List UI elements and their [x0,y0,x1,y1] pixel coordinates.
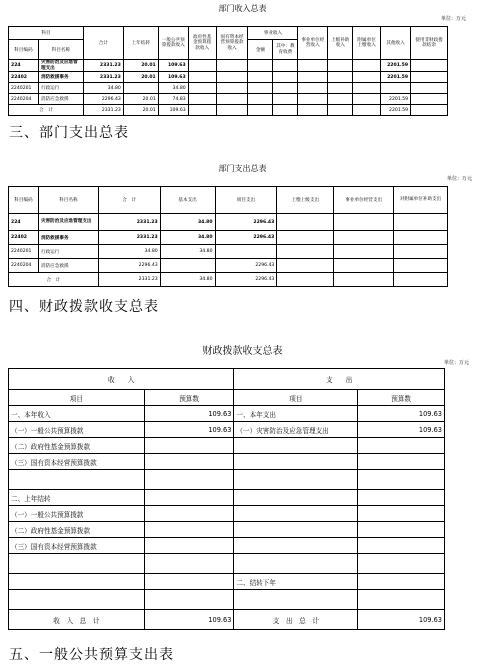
row-total: 2331.23 [98,214,160,231]
table-row [9,406,445,422]
header-subject-code: 科目编码 [9,187,39,214]
income-value [144,522,234,538]
sum-other-income: 2201.59 [381,105,411,116]
income-total-label: 收 入 总 计 [9,610,145,630]
table-row [9,554,445,574]
income-item [9,574,145,590]
table-row [9,214,448,231]
income-item [9,554,145,574]
expense-value [358,490,445,506]
fiscal-table-unit: 单位：万元 [444,360,470,366]
department-income-table [8,26,448,116]
row-code: 22402 [9,231,39,245]
expense-total-label: 支 出 总 计 [234,610,358,630]
table-row [9,590,445,610]
income-value [144,538,234,554]
row-name: 行政运行 [38,245,98,259]
row-name: 行政运行 [38,83,83,94]
row-name: 灾害防治及应急管理支出 [38,60,83,72]
row-total: 2331.23 [98,231,160,245]
row-carryover: 20.01 [123,94,158,105]
income-value [144,506,234,522]
row-other-income: 2201.59 [381,60,411,72]
expense-value [358,470,445,490]
income-item [9,590,145,610]
row-code: 224 [9,214,39,231]
row-basic: 34.80 [160,231,215,245]
header-state-capital: 国有资本经营预算拨款收入 [216,27,248,60]
header-affiliated-income: 附属单位上缴收入 [353,27,381,60]
row-basic: 34.80 [160,245,215,259]
income-value [144,490,234,506]
expense-item [234,506,358,522]
row-project [215,245,277,259]
expense-value: 109.63 [358,406,445,422]
row-total: 2296.43 [98,259,160,273]
header-total: 合计 [83,27,123,60]
income-item: 二、上年结转 [9,490,145,506]
sum-row [9,610,445,630]
table-row [9,454,445,470]
sum-label: 合 计 [9,105,84,116]
table-row [9,438,445,454]
row-name: 灾害防治及应急管理支出 [38,214,98,231]
header-business-expense: 事业单位经营支出 [334,187,394,214]
income-table-title: 部门收入总表 [218,4,267,13]
row-total: 34.80 [83,83,123,94]
table-row [9,490,445,506]
section-heading-4: 四、财政拨款收支总表 [9,299,159,315]
income-value [144,554,234,574]
row-general-budget: 74.83 [158,94,188,105]
section-heading-5: 五、一般公共预算支出表 [9,647,174,663]
expense-value [358,554,445,574]
row-carryover: 20.01 [123,72,158,83]
expense-item [234,490,358,506]
expense-item [234,454,358,470]
expense-value [358,506,445,522]
income-item: （一）一般公共预算拨款 [9,506,145,522]
row-project: 2296.43 [215,231,277,245]
header-expense: 支 出 [234,369,445,390]
row-total: 2331.23 [83,60,123,72]
sum-total: 2331.23 [98,273,160,287]
header-subject: 科目 [9,27,84,40]
income-value [144,438,234,454]
header-affiliated-subsidy: 对附属单位补助支出 [394,187,448,214]
income-item: 一、本年收入 [9,406,145,422]
row-carryover: 20.01 [123,60,158,72]
expense-item: 一、本年支出 [234,406,358,422]
header-total: 合 计 [98,187,160,214]
table-row [9,506,445,522]
row-code: 2240201 [9,245,39,259]
fiscal-table-title: 财政拨款收支总表 [202,346,283,357]
expense-item [234,554,358,574]
header-income: 收 入 [9,369,234,390]
income-value: 109.63 [144,406,234,422]
income-item: （二）政府性基金预算拨款 [9,522,145,538]
row-total: 34.80 [98,245,160,259]
row-code: 224 [9,60,39,72]
expense-item [234,538,358,554]
expense-table-title: 部门支出总表 [218,164,267,173]
row-basic: 34.80 [160,214,215,231]
table-row [9,60,448,72]
expense-item: 二、结转下年 [234,574,358,590]
row-other-income [381,83,411,94]
row-code: 2240204 [9,94,39,105]
expense-value [358,522,445,538]
header-upper-payment: 上缴上级支出 [277,187,334,214]
row-general-budget: 109.63 [158,72,188,83]
income-value [144,470,234,490]
row-other-income: 2201.59 [381,72,411,83]
expense-item [234,438,358,454]
header-expense-item: 项目 [234,390,358,406]
table-row [9,245,448,259]
sum-general-budget: 109.63 [158,105,188,116]
header-income-budget: 预算数 [144,390,234,406]
income-item: （一）一般公共预算拨款 [9,422,145,438]
expense-value: 109.63 [358,422,445,438]
header-institution-amount: 金额 [248,40,273,60]
table-row [9,72,448,83]
header-education-fee: 其中：教育收费 [273,40,298,60]
row-total: 2296.43 [83,94,123,105]
header-upper-subsidy: 上级补助收入 [328,27,353,60]
sum-basic: 34.80 [160,273,215,287]
row-code: 22402 [9,72,39,83]
expense-item: （一）灾害防治及应急管理支出 [234,422,358,438]
expense-table-unit: 单位：万元 [447,176,473,182]
income-value [144,574,234,590]
header-non-fiscal-balance: 使用非财政拨款结余 [411,27,448,60]
row-name: 消防救援事务 [38,231,98,245]
expense-value [358,438,445,454]
row-total: 2331.23 [83,72,123,83]
row-name: 消防应急救援 [38,94,83,105]
income-item: （三）国有资本经营预算拨款 [9,454,145,470]
income-total-value: 109.63 [144,610,234,630]
header-business-income: 事业单位经营收入 [298,27,328,60]
income-table-unit: 单位：万元 [441,16,467,22]
row-general-budget: 34.80 [158,83,188,94]
table-row [9,259,448,273]
row-project: 2296.43 [215,214,277,231]
row-carryover [123,83,158,94]
header-gov-fund: 政府性基金预算拨款收入 [188,27,216,60]
expense-value [358,538,445,554]
expense-item [234,590,358,610]
income-item: （三）国有资本经营预算拨款 [9,538,145,554]
department-expense-table [8,186,448,287]
header-general-budget: 一般公共预算拨款收入 [158,27,188,60]
row-basic [160,259,215,273]
income-value: 109.63 [144,422,234,438]
row-code: 2240201 [9,83,39,94]
table-row [9,83,448,94]
table-row [9,422,445,438]
expense-value [358,590,445,610]
expense-value [358,454,445,470]
expense-item [234,522,358,538]
income-value [144,454,234,470]
sum-row [9,273,448,287]
row-code: 2240204 [9,259,39,273]
income-value [144,590,234,610]
row-project: 2296.43 [215,259,277,273]
expense-total-value: 109.63 [358,610,445,630]
table-row [9,231,448,245]
table-row [9,574,445,590]
row-other-income: 2201.59 [381,94,411,105]
row-name: 消防应急救援 [38,259,98,273]
header-carryover: 上年结转 [123,27,158,60]
expense-item [234,470,358,490]
header-institution-income: 事业收入 [248,27,298,40]
expense-value [358,574,445,590]
sum-label: 合 计 [9,273,99,287]
header-basic-expense: 基本支出 [160,187,215,214]
header-subject-code: 科目编码 [9,40,39,60]
sum-total: 2331.23 [83,105,123,116]
header-project-expense: 项目支出 [215,187,277,214]
table-row [9,470,445,490]
table-row [9,538,445,554]
income-item: （二）政府性基金预算拨款 [9,438,145,454]
header-subject-name: 科目名称 [38,187,98,214]
sum-carryover: 20.01 [123,105,158,116]
row-general-budget: 109.63 [158,60,188,72]
header-expense-budget: 预算数 [358,390,445,406]
row-name: 消防救援事务 [38,72,83,83]
sum-project: 2296.43 [215,273,277,287]
header-subject-name: 科目名称 [38,40,83,60]
table-row [9,94,448,105]
table-row [9,522,445,538]
header-income-item: 项目 [9,390,145,406]
income-item [9,470,145,490]
section-heading-3: 三、部门支出总表 [9,125,129,141]
header-other-income: 其他收入 [381,27,411,60]
fiscal-appropriation-table [8,368,445,630]
sum-row [9,105,448,116]
